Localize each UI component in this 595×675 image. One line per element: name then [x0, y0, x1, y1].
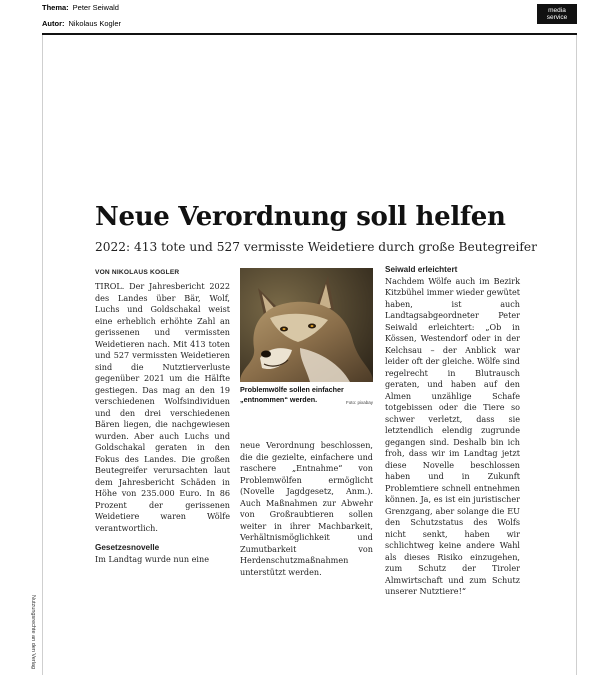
col3-heading: Seiwald erleichtert: [385, 265, 458, 274]
col1-heading: Gesetzesnovelle: [95, 543, 160, 552]
photo-caption: [240, 385, 373, 408]
column-1: [95, 281, 230, 565]
media-service-badge: [537, 4, 577, 24]
photo-credit: Foto: pixabay: [345, 400, 373, 405]
column-3: [385, 264, 520, 598]
col1-paragraph-2: Im Landtag wurde nun eine: [95, 553, 210, 564]
byline: VON NIKOLAUS KOGLER: [95, 269, 180, 276]
thema-label: Thema:: [42, 3, 69, 12]
subheadline: 2022: 413 tote und 527 vermisste Weidetiere durch große Beutegreifer: [95, 240, 537, 254]
usage-rights-note: Nutzungsrechte an den Verlag: [30, 595, 36, 669]
caption-text: Problemwölfe sollen einfacher „entnommen“ werden.: [240, 385, 344, 404]
badge-line1: media: [548, 7, 566, 14]
autor-value: Nikolaus Kogler: [68, 19, 122, 28]
meta-thema: [42, 3, 119, 12]
wolf-photo: [240, 268, 373, 382]
col1-paragraph-1: TIROL. Der Jahresbericht 2022 des Landes über Bär, Wolf, Luchs und Goldschakal weist eine erheblich erhöhte Zahl an gerissenen und vermissten Weidetieren nach. Mit 413 toten und 527 vermissten Weidetieren sind die Nutztierverluste gegenüber 2021 um die Hälfte gestiegen. Das mag an den 19 verschiedenen Wolfsindividuen und den drei verschiedenen Bären liegen, die nachgewiesen wurden. Aber auch Luchs und Goldschakal geraten in den Fokus des Landes. Die großen Beutegreifer verursachten laut dem Jahresbericht Schäden in Höhe von 235.000 Euro. In 86 Prozent der gerissenen Weidetiere waren Wölfe verantwortlich.: [95, 281, 230, 533]
side-note: [28, 595, 38, 675]
headline: Neue Verordnung soll helfen: [95, 202, 506, 232]
autor-label: Autor:: [42, 19, 65, 28]
col3-paragraph-1: Nachdem Wölfe auch im Bezirk Kitzbühel immer wieder gewütet haben, ist auch Landtagsabgeordneter Peter Seiwald erleichtert: „Ob in Kössen, Westendorf oder in der Kelchsau – der Anblick war leider oft der gleiche. Wölfe sind regelrecht in Blutrausch geraten, und haben auf den Almen unzählige Schafe totgebissen oder die Tiere so schwer verletzt, dass sie letztendlich elendig zugrunde gegangen sind. Deshalb bin ich froh, dass wir im Landtag jetzt diese Novelle beschlossen haben und in Zukunft Problemtiere schnell entnehmen können. Ja, es ist ein juristischer Grenzgang, aber solange die EU den Schutzstatus des Wolfs nicht senkt, haben wir schlichtweg keine andere Wahl als dieses Risiko einzugehen, zum Schutz der Tiroler Almwirtschaft und zum Schutz unserer Nutztiere!“: [385, 275, 521, 596]
col2-paragraph-1: neue Verordnung beschlossen, die die gezielte, einfachere und raschere „Entnahme“ von Problemwölfen ermöglicht (Novelle Jagdgesetz, Anm.). Auch Maßnahmen zur Abwehr von Großraubtieren sollen weiter in ihrer Machbarkeit, Verhältnismöglichkeit und Zumutbarkeit von Herdenschutzmaßnahmen unterstützt werden.: [240, 440, 373, 577]
thema-value: Peter Seiwald: [72, 3, 119, 12]
column-2: [240, 440, 373, 578]
wolf-image: [240, 268, 373, 382]
meta-autor: [42, 19, 121, 28]
badge-line2: service: [546, 14, 568, 21]
